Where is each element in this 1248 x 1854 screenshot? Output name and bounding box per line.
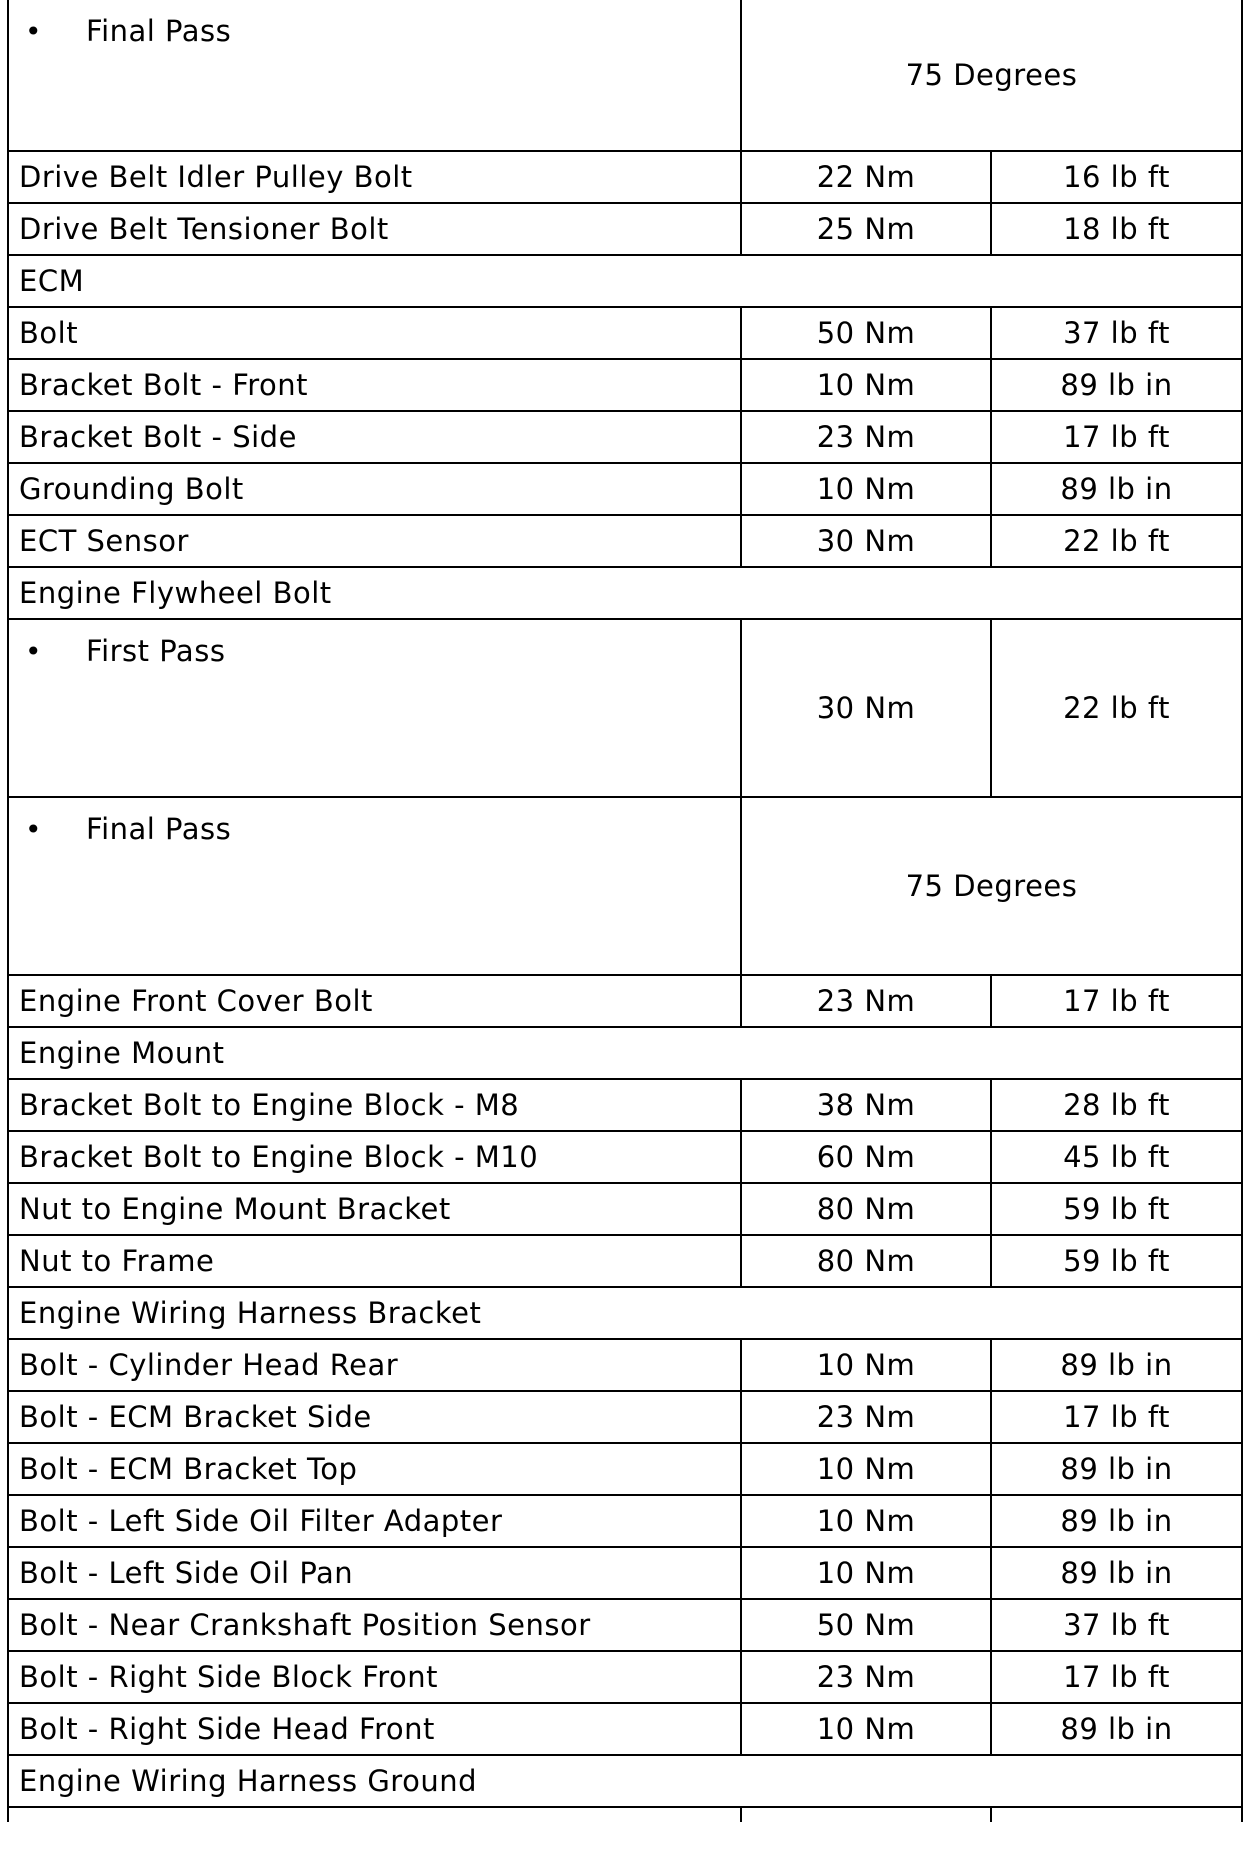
metric-torque: 25 Nm xyxy=(741,203,991,255)
metric-torque: 80 Nm xyxy=(741,1235,991,1287)
spec-row xyxy=(8,1443,1242,1495)
group-header: Engine Flywheel Bolt xyxy=(8,567,1242,619)
metric-torque: 23 Nm xyxy=(741,975,991,1027)
metric-torque: 23 Nm xyxy=(741,1651,991,1703)
english-torque: 18 lb ft xyxy=(991,203,1242,255)
bullet-icon: • xyxy=(25,635,43,668)
torque-spec-table-body xyxy=(8,0,1242,1822)
torque-spec-table xyxy=(7,0,1243,1822)
component-name: Bolt - Near Crankshaft Position Sensor xyxy=(8,1599,741,1651)
spec-row xyxy=(8,1183,1242,1235)
step-row xyxy=(8,797,1242,975)
spec-row xyxy=(8,411,1242,463)
spec-row xyxy=(8,151,1242,203)
component-name: Bracket Bolt to Engine Block - M8 xyxy=(8,1079,741,1131)
component-name: Engine Front Cover Bolt xyxy=(8,975,741,1027)
spec-row xyxy=(8,1391,1242,1443)
spec-row xyxy=(8,1495,1242,1547)
metric-torque: 10 Nm xyxy=(741,359,991,411)
metric-torque: 10 Nm xyxy=(741,1703,991,1755)
component-name: Bolt - ECM Bracket Side xyxy=(8,1391,741,1443)
component-name: Bracket Bolt - Side xyxy=(8,411,741,463)
component-name: Drive Belt Tensioner Bolt xyxy=(8,203,741,255)
angle-value: 75 Degrees xyxy=(741,797,1242,975)
metric-torque: 10 Nm xyxy=(741,1495,991,1547)
english-torque: 89 lb in xyxy=(991,1703,1242,1755)
spec-row xyxy=(8,1599,1242,1651)
english-torque: 22 lb ft xyxy=(991,619,1242,797)
metric-torque: 30 Nm xyxy=(741,619,991,797)
component-name: Nut to Frame xyxy=(8,1235,741,1287)
step-label: Final Pass xyxy=(86,812,232,846)
step-label: Final Pass xyxy=(86,14,232,48)
group-header: Engine Mount xyxy=(8,1027,1242,1079)
english-torque: 17 lb ft xyxy=(991,975,1242,1027)
group-header-row xyxy=(8,1287,1242,1339)
spec-row xyxy=(8,1131,1242,1183)
english-torque: 28 lb ft xyxy=(991,1079,1242,1131)
bullet-icon: • xyxy=(25,813,43,846)
continued-row xyxy=(8,1807,1242,1822)
metric-torque: 23 Nm xyxy=(741,1391,991,1443)
bullet-icon: • xyxy=(25,15,43,48)
component-name: Bolt - ECM Bracket Top xyxy=(8,1443,741,1495)
step-name-cell xyxy=(8,619,741,797)
english-torque: 45 lb ft xyxy=(991,1131,1242,1183)
group-header: Engine Wiring Harness Ground xyxy=(8,1755,1242,1807)
english-torque: 89 lb in xyxy=(991,1443,1242,1495)
spec-row xyxy=(8,203,1242,255)
english-torque: 89 lb in xyxy=(991,1339,1242,1391)
empty-cell xyxy=(741,1807,991,1822)
metric-torque: 10 Nm xyxy=(741,463,991,515)
step-row xyxy=(8,0,1242,151)
spec-row xyxy=(8,463,1242,515)
component-name: Grounding Bolt xyxy=(8,463,741,515)
spec-row xyxy=(8,1235,1242,1287)
spec-row xyxy=(8,975,1242,1027)
metric-torque: 38 Nm xyxy=(741,1079,991,1131)
english-torque: 16 lb ft xyxy=(991,151,1242,203)
metric-torque: 10 Nm xyxy=(741,1443,991,1495)
component-name: Drive Belt Idler Pulley Bolt xyxy=(8,151,741,203)
metric-torque: 22 Nm xyxy=(741,151,991,203)
spec-row xyxy=(8,1079,1242,1131)
english-torque: 17 lb ft xyxy=(991,411,1242,463)
metric-torque: 30 Nm xyxy=(741,515,991,567)
step-row xyxy=(8,619,1242,797)
metric-torque: 50 Nm xyxy=(741,1599,991,1651)
english-torque: 17 lb ft xyxy=(991,1651,1242,1703)
spec-row xyxy=(8,515,1242,567)
spec-row xyxy=(8,1703,1242,1755)
step-name-cell xyxy=(8,797,741,975)
component-name: Bolt - Left Side Oil Filter Adapter xyxy=(8,1495,741,1547)
english-torque: 37 lb ft xyxy=(991,1599,1242,1651)
group-header: Engine Wiring Harness Bracket xyxy=(8,1287,1242,1339)
spec-row xyxy=(8,307,1242,359)
component-name: Bolt - Right Side Head Front xyxy=(8,1703,741,1755)
component-name: Bolt xyxy=(8,307,741,359)
step-label: First Pass xyxy=(86,634,226,668)
group-header-row xyxy=(8,255,1242,307)
metric-torque: 80 Nm xyxy=(741,1183,991,1235)
spec-row xyxy=(8,1651,1242,1703)
component-name: Bolt - Right Side Block Front xyxy=(8,1651,741,1703)
metric-torque: 60 Nm xyxy=(741,1131,991,1183)
english-torque: 89 lb in xyxy=(991,463,1242,515)
english-torque: 59 lb ft xyxy=(991,1235,1242,1287)
empty-cell xyxy=(991,1807,1242,1822)
group-header: ECM xyxy=(8,255,1242,307)
spec-row xyxy=(8,1547,1242,1599)
component-name: ECT Sensor xyxy=(8,515,741,567)
component-name: Bolt - Left Side Oil Pan xyxy=(8,1547,741,1599)
english-torque: 89 lb in xyxy=(991,1547,1242,1599)
metric-torque: 50 Nm xyxy=(741,307,991,359)
english-torque: 59 lb ft xyxy=(991,1183,1242,1235)
english-torque: 22 lb ft xyxy=(991,515,1242,567)
english-torque: 89 lb in xyxy=(991,1495,1242,1547)
metric-torque: 10 Nm xyxy=(741,1339,991,1391)
english-torque: 37 lb ft xyxy=(991,307,1242,359)
spec-row xyxy=(8,1339,1242,1391)
component-name: Bracket Bolt - Front xyxy=(8,359,741,411)
component-name: Nut to Engine Mount Bracket xyxy=(8,1183,741,1235)
spec-row xyxy=(8,359,1242,411)
step-name-cell xyxy=(8,0,741,151)
angle-value: 75 Degrees xyxy=(741,0,1242,151)
empty-cell xyxy=(8,1807,741,1822)
english-torque: 89 lb in xyxy=(991,359,1242,411)
group-header-row xyxy=(8,1027,1242,1079)
component-name: Bolt - Cylinder Head Rear xyxy=(8,1339,741,1391)
english-torque: 17 lb ft xyxy=(991,1391,1242,1443)
group-header-row xyxy=(8,567,1242,619)
metric-torque: 10 Nm xyxy=(741,1547,991,1599)
group-header-row xyxy=(8,1755,1242,1807)
metric-torque: 23 Nm xyxy=(741,411,991,463)
component-name: Bracket Bolt to Engine Block - M10 xyxy=(8,1131,741,1183)
